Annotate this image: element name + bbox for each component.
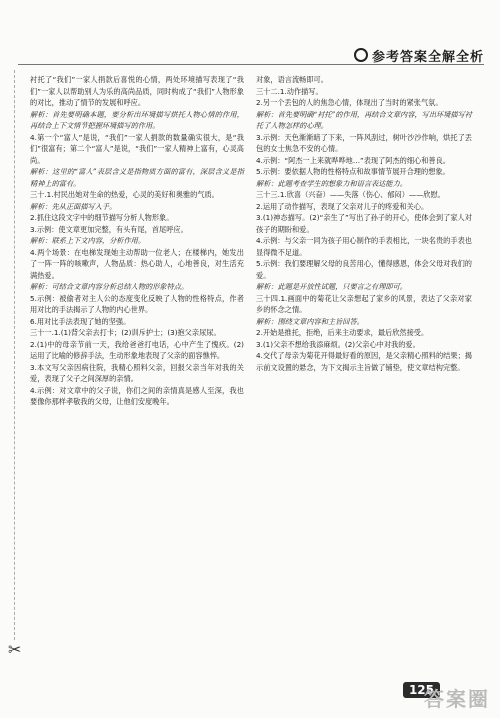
answer-paragraph: 4.示例：与父亲一同为孩子用心制作的手表相比，一块名贵的手表也显得微不足道。 bbox=[256, 236, 472, 257]
scissors-icon: ✂ bbox=[8, 640, 22, 659]
page-number: 125 bbox=[403, 682, 440, 698]
answer-paragraph: 2.另一个丢包的人的焦急心情，体现出了当时的紧张气氛。 bbox=[256, 98, 443, 107]
answer-paragraph: 三十二.1.动作描写。 bbox=[256, 86, 323, 96]
answer-paragraph: 6.用对比手法表现了她的坚强。 bbox=[30, 316, 131, 326]
answer-paragraph: 解析：可结合文章内容分析总结人物的形象特点。 bbox=[30, 282, 189, 291]
answer-paragraph: 3.示例：使文章更加完整，有头有尾，首尾呼应。 bbox=[30, 224, 188, 234]
answer-paragraph: 4.示例：“阿杰一上来就哗哗地…”表现了阿杰的细心和善良。 bbox=[256, 155, 450, 165]
left-column bbox=[30, 74, 244, 408]
answer-paragraph: 3.本文写父亲因病住院，我精心照料父亲，回报父亲当年对我的关爱，表现了父子之间深厚的亲情。 bbox=[30, 362, 244, 383]
answer-paragraph: 衬托了“我们”一家人捐款后喜悦的心情，两处环境描写表现了“我们”一家人以帮助别人为乐的高尚品质，同时构成了“我们”人物形象的对比，推动了情节的发展和呼应。 bbox=[30, 75, 244, 107]
answer-paragraph: 解析：首先要明确“衬托”的作用，再结合文章内容，写出环境描写衬托了人物怎样的心理。 bbox=[256, 109, 472, 130]
answer-paragraph: 解析：先从正面描写入手。 bbox=[30, 201, 117, 211]
answer-paragraph: 三十.1.村民出她对生命的热爱，心灵的美好和奥雅的气质。 bbox=[30, 190, 219, 199]
answer-paragraph: 三十一.1.(1)背父亲去打卡；(2)训斥护士；(3)抱父亲尿尿。 bbox=[30, 328, 221, 337]
answer-paragraph: 对象，语言流畅即可。 bbox=[256, 75, 328, 84]
answer-paragraph: 4.第一个“富人”是说，“我们”一家人捐款的数量确实很大，是“我们”很富有；第二个“富人”是说，“我们”一家人精神上富有，心灵高尚。 bbox=[30, 132, 244, 165]
watermark: 答案圈 bbox=[424, 687, 490, 711]
answer-paragraph: 3.示例：天色渐渐暗了下来，一阵风刮过，树叶沙沙作响，烘托了丢包的女士焦急不安的心情。 bbox=[256, 132, 472, 153]
answer-paragraph: 4.两个场景：在电梯发现她主动帮助一位老人；在楼梯内，她发出了一阵一阵的咳嗽声，人物品质：热心助人，心地善良，对生活充满热爱。 bbox=[30, 247, 244, 280]
page-header bbox=[354, 46, 484, 65]
answer-paragraph: 解析：此题考查学生的想象力和语言表达能力。 bbox=[256, 178, 407, 188]
answer-paragraph: 3.(1)父亲不想给我添麻烦。(2)父亲心中对我的爱。 bbox=[256, 339, 420, 349]
answer-paragraph: 4.交代了母亲为菊花开得最好看的原因，是父亲精心照料的结果；揭示前文设置的悬念，为下文揭示主旨做了铺垫，使文章结构完整。 bbox=[256, 351, 472, 372]
header-rule bbox=[18, 64, 484, 65]
answer-paragraph: 解析：此题是开放性试题，只要言之有理即可。 bbox=[256, 282, 407, 291]
answer-paragraph: 5.示例：被偷者对主人公的态度变化反映了人物的性格特点，作者用对比的手法揭示了人物的内心世界。 bbox=[30, 293, 244, 314]
circle-bullet-icon bbox=[354, 48, 368, 62]
answer-paragraph: 4.示例：对文章中的父子说，你们之间的亲情真是感人至深，我也要像你那样孝敬我的父母，让他们安度晚年。 bbox=[30, 385, 244, 406]
answer-paragraph: 2.开始是推托，拒绝，后来主动要求，最后欣然接受。 bbox=[256, 328, 429, 337]
answer-paragraph: 三十三.1.欣喜（兴奋）——失落（伤心、郁闷）——欣慰。 bbox=[256, 190, 445, 199]
answer-paragraph: 解析：围绕文章内容和主旨回答。 bbox=[256, 316, 364, 326]
answer-paragraph: 2.运用了动作描写，表现了父亲对儿子的疼爱和关心。 bbox=[256, 201, 429, 211]
answer-paragraph: 5.示例：我们要理解父母的良苦用心，懂得感恩，体会父母对我们的爱。 bbox=[256, 259, 472, 280]
answer-paragraph: 5.示例：要依据人物的性格特点和故事情节展开合理的想象。 bbox=[256, 167, 450, 176]
answer-paragraph: 解析：这里的“富人”表层含义是指物质方面的富有，深层含义是指精神上的富有。 bbox=[30, 167, 244, 188]
answer-paragraph: 3.(1)神态描写。(2)“亲生了”写出了孙子的开心，使体会到了家人对孩子的期盼和爱。 bbox=[256, 213, 472, 234]
answer-paragraph: 2.(1)中的母亲节前一天，我给爸爸打电话，心中产生了愧疚。(2)运用了比喻的修辞手法，生动形象地表现了父亲的面容憔悴。 bbox=[30, 339, 244, 360]
answer-paragraph: 2.抓住这段文字中的细节描写分析人物形象。 bbox=[30, 213, 174, 222]
answer-paragraph: 解析：联系上下文内容，分析作用。 bbox=[30, 236, 146, 245]
right-column bbox=[256, 74, 472, 373]
answer-paragraph: 解析：首先要明确本题，要分析出环境描写烘托人物心情的作用，再结合上下文情节把握环境描写的作用。 bbox=[30, 109, 244, 130]
answer-paragraph: 三十四.1.画面中的菊花让父亲想起了家乡的风景，表达了父亲对家乡的怀念之情。 bbox=[256, 293, 472, 314]
cut-line bbox=[14, 70, 15, 640]
header-title: 参考答案全解全析 bbox=[371, 50, 484, 65]
